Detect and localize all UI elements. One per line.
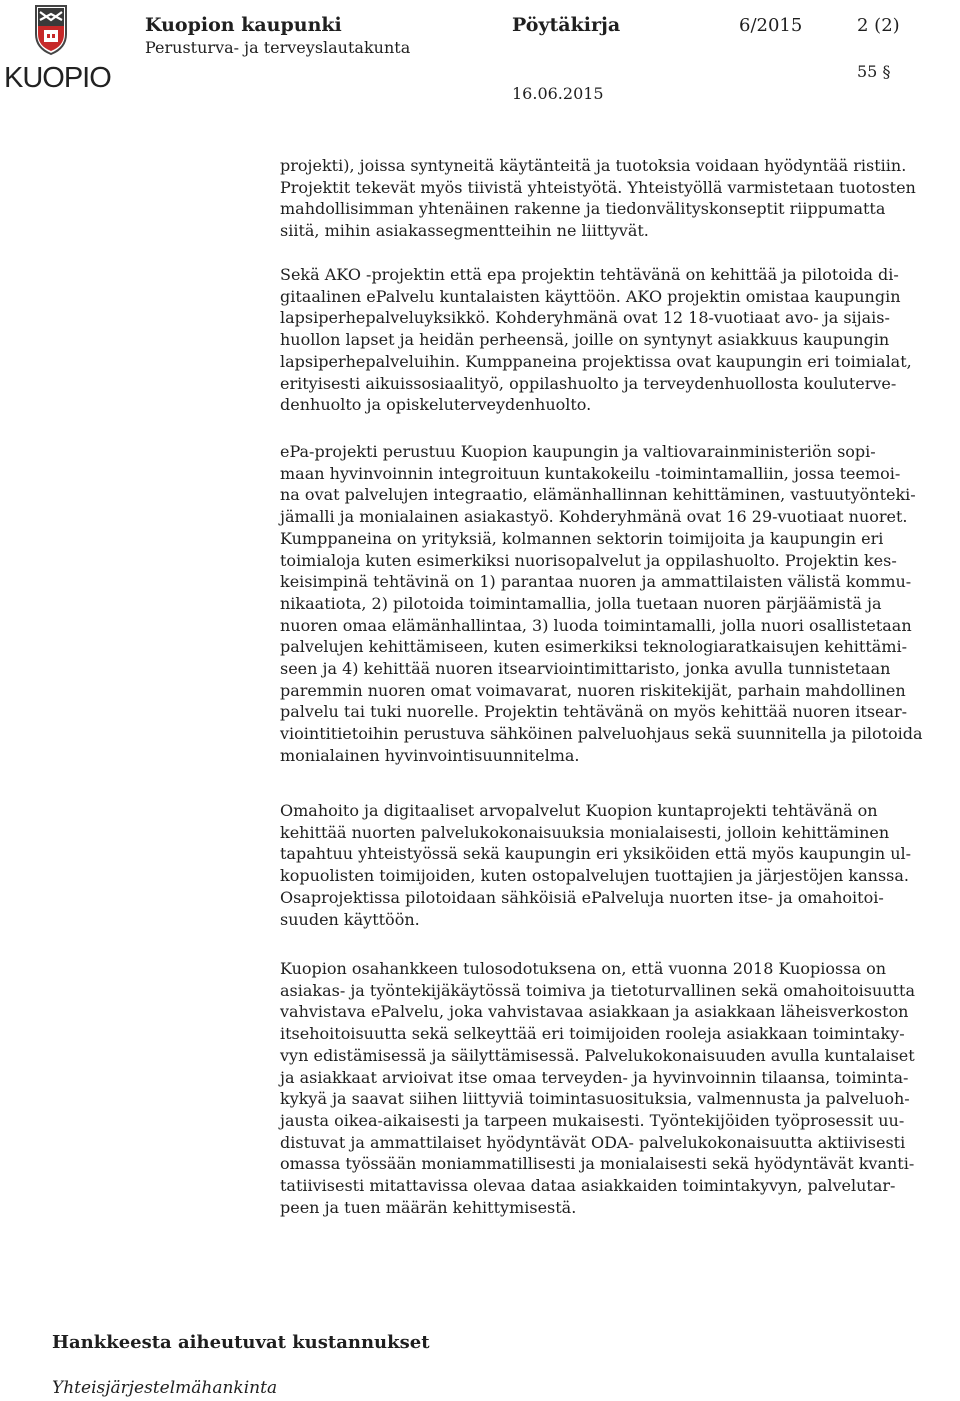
text-line: denhuolto ja opiskeluterveydenhuolto. [280,395,592,415]
text-line: tapahtuu yhteistyössä sekä kaupungin eri yksiköiden että myös kaupungin ul- [280,844,912,864]
text-line: paremmin nuoren omat voimavarat, nuoren riskitekijät, parhain mahdollinen [280,680,906,700]
text-line: kehittää nuorten palvelukokonaisuuksia monialaisesti, jolloin kehittäminen [280,822,890,842]
text-line: itsehoitoisuutta sekä selkeyttää eri toimijoiden rooleja asiakkaan toimintaky- [280,1024,905,1044]
text-line: Kuopion osahankkeen tulosodotuksena on, että vuonna 2018 Kuopiossa on [280,959,887,978]
text-line: lapsiperhepalveluihin. Kumppaneina projektissa ovat kaupungin eri toimialat, [280,351,912,371]
text-line: nuoren omaa elämänhallintaa, 3) luoda toimintamalli, jolla nuori osallistetaan [280,615,912,635]
text-line: monialainen hyvinvointisuunnitelma. [280,745,580,765]
text-line: Projektit tekevät myös tiivistä yhteistyötä. Yhteistyöllä varmistetaan tuotosten [280,177,916,197]
meeting-date: 16.06.2015 [512,84,604,103]
coat-of-arms-icon [34,4,68,56]
text-line: ja asiakkaat arvioivat itse omaa terveyden- ja hyvinvoinnin tilaansa, toiminta- [280,1067,909,1087]
paragraph-3 [280,441,960,767]
text-line: lapsiperhepalveluyksikkö. Kohderyhmänä ovat 12 18-vuotiaat avo- ja sijais- [280,308,890,328]
paragraph-2 [280,264,960,416]
section-number: 55 § [857,62,891,81]
text-line: kykyä ja saavat siihen liittyviä toimintasuosituksia, valmennusta ja palveluoh- [280,1089,910,1109]
paragraph-4 [280,800,960,930]
text-line: keisimpinä tehtävinä on 1) parantaa nuoren ja ammattilaisten välistä kommu- [280,572,912,592]
text-line: na ovat palvelujen integraatio, elämänhallinnan kehittäminen, vastuutyönteki- [280,485,916,505]
text-line: viointitietoihin perustuva sähköinen palveluohjaus sekä suunnitella ja pilotoida [280,724,923,744]
text-line: huollon lapset ja heidän perheensä, joille on syntynyt asiakkuus kaupungin [280,330,890,350]
text-line: mahdollisimman yhtenäinen rakenne ja tiedonvälityskonseptit riippumatta [280,199,886,219]
text-line: Omahoito ja digitaaliset arvopalvelut Kuopion kuntaprojekti tehtävänä on [280,801,878,820]
text-line: kopuolisten toimijoiden, kuten ostopalvelujen tuottajien ja järjestöjen kanssa. [280,866,909,886]
organization-name: Kuopion kaupunki [145,14,342,36]
document-type: Pöytäkirja [512,14,621,36]
section-subheading: Yhteisjärjestelmähankinta [52,1378,278,1398]
text-line: siitä, mihin asiakassegmentteihin ne liittyvät. [280,221,649,241]
text-line: vyn edistämisessä ja säilyttämisessä. Palvelukokonaisuuden avulla kuntalaiset [280,1045,915,1065]
text-line: gitaalinen ePalvelu kuntalaisten käyttöön. AKO projektin omistaa kaupungin [280,286,901,306]
text-line: nikaatiota, 2) pilotoida toimintamallia, jolla tuetaan nuoren pärjäämistä ja [280,593,882,613]
section-heading: Hankkeesta aiheutuvat kustannukset [52,1332,430,1353]
text-line: maan hyvinvoinnin integroituun kuntakokeilu -toimintamalliin, jossa teemoi- [280,463,901,483]
text-line: projekti), joissa syntyneitä käytänteitä ja tuotoksia voidaan hyödyntää ristiin. [280,156,907,175]
text-line: toimialoja kuten esimerkiksi nuorisopalvelut ja oppilashuolto. Projektin kes- [280,550,897,570]
kuopio-logo [4,4,111,96]
text-line: tatiivisesti mitattavissa olevaa dataa asiakkaiden toimintakyvyn, palvelutar- [280,1176,896,1196]
text-line: asiakas- ja työntekijäkäytössä toimiva ja tietoturvallinen sekä omahoitoisuutta [280,980,915,1000]
text-line: seen ja 4) kehittää nuoren itsearviointimittaristo, jonka avulla tunnistetaan [280,659,891,679]
text-line: palvelu tai tuki nuorelle. Projektin tehtävänä on myös kehittää nuoren itsear- [280,702,908,722]
page-number: 2 (2) [857,15,900,36]
text-line: suuden käyttöön. [280,909,420,929]
text-line: Sekä AKO -projektin että epa projektin tehtävänä on kehittää ja pilotoida di- [280,265,899,284]
text-line: Osaprojektissa pilotoidaan sähköisiä ePalveluja nuorten itse- ja omahoitoi- [280,887,884,907]
text-line: palvelujen kehittämiseen, kuten esimerkiksi teknologiaratkaisujen kehittämi- [280,637,908,657]
document-number: 6/2015 [739,15,803,36]
text-line: distuvat ja ammattilaiset hyödyntävät ODA- palvelukokonaisuutta aktiivisesti [280,1132,906,1152]
board-name: Perusturva- ja terveyslautakunta [145,38,411,57]
text-line: jausta oikea-aikaisesti ja tarpeen mukaisesti. Työntekijöiden työprosessit uu- [280,1110,905,1130]
text-line: omassa työssään moniammatillisesti ja monialaisesti sekä hyödyntävät kvanti- [280,1154,915,1174]
text-line: erityisesti aikuissosiaalityö, oppilashuolto ja terveydenhuollosta kouluterve- [280,373,897,393]
text-line: peen ja tuen määrän kehittymisestä. [280,1197,577,1217]
logo-wordmark: KUOPIO [4,62,111,94]
text-line: jämalli ja monialainen asiakastyö. Kohderyhmänä ovat 16 29-vuotiaat nuoret. [280,507,908,527]
text-line: Kumppaneina on yrityksiä, kolmannen sektorin toimijoita ja kaupungin eri [280,528,884,548]
text-line: vahvistava ePalvelu, joka vahvistavaa asiakkaan ja asiakkaan läheisverkoston [280,1002,909,1022]
paragraph-1 [280,155,960,242]
text-line: ePa-projekti perustuu Kuopion kaupungin ja valtiovarainministeriön sopi- [280,442,876,461]
paragraph-5 [280,958,960,1218]
